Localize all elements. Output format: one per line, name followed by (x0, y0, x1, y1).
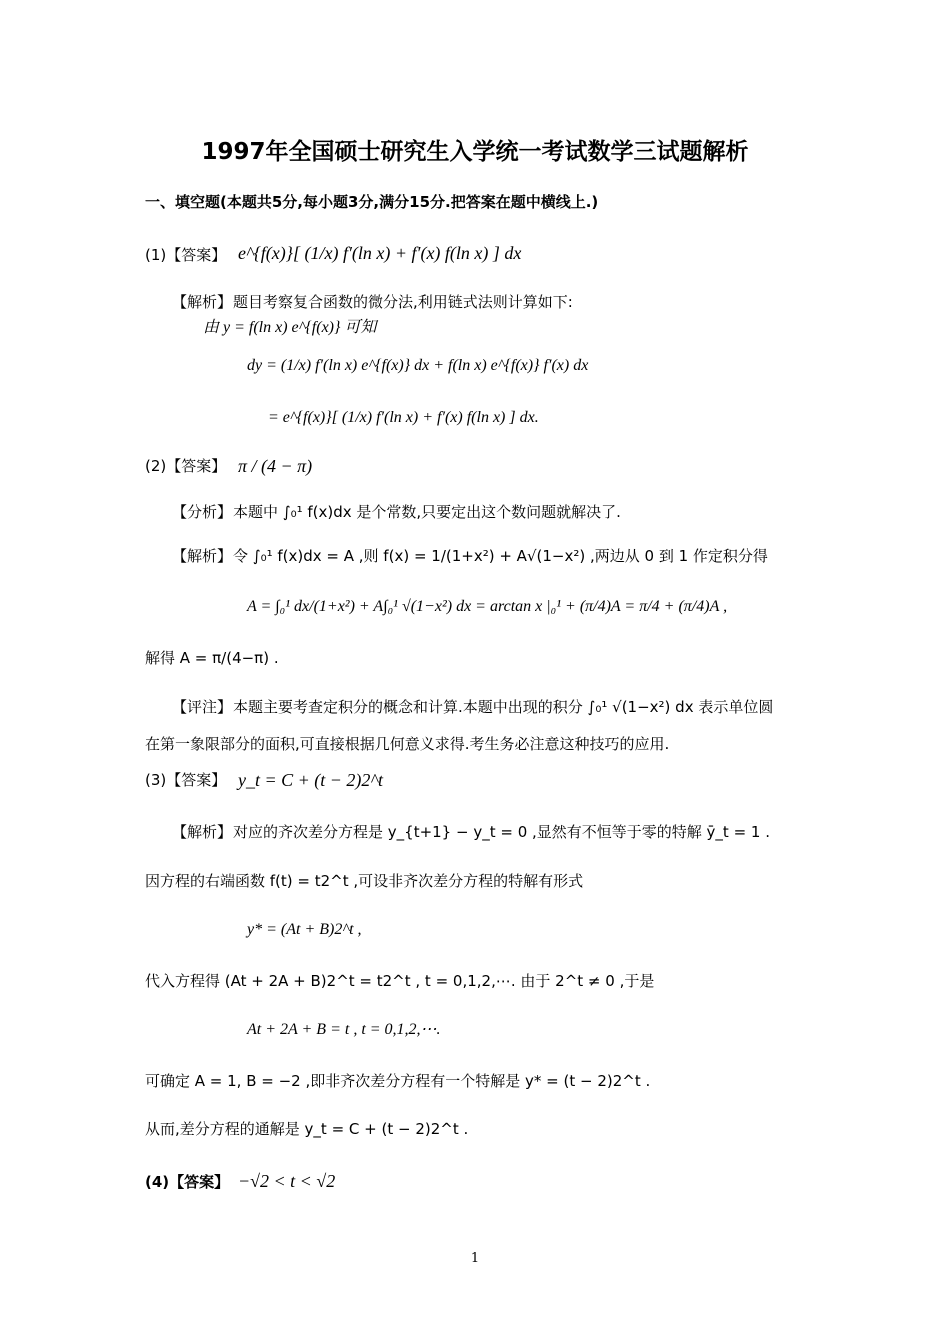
q1-line1: 由 y = f(ln x) e^{f(x)} 可知 (203, 319, 377, 336)
q3-line5: 可确定 A = 1, B = −2 ,即非齐次差分方程有一个特解是 y* = (t − 2)2^t . (145, 1072, 651, 1090)
q2-comment-label: 【评注】 (172, 698, 233, 716)
q2-comment-line1: 本题主要考查定积分的概念和计算.本题中出现的积分 ∫₀¹ √(1−x²) dx 表示单位圆 (233, 698, 774, 716)
q1-analysis-label: 【解析】 (172, 293, 233, 311)
q2-jiexi: 令 ∫₀¹ f(x)dx = A ,则 f(x) = 1/(1+x²) + A√(1−x²) ,两边从 0 到 1 作定积分得 (233, 547, 768, 565)
page-number: 1 (470, 1251, 480, 1266)
q1-analysis: 题目考察复合函数的微分法,利用链式法则计算如下: (233, 293, 573, 311)
q3-jiexi-label: 【解析】 (172, 823, 233, 841)
q2-comment-line2: 在第一象限部分的面积,可直接根据几何意义求得.考生务必注意这种技巧的应用. (145, 735, 670, 753)
page-title: 1997年全国硕士研究生入学统一考试数学三试题解析 (201, 139, 749, 165)
q3-answer: y_t = C + (t − 2)2^t (238, 770, 384, 790)
q2-jiexi-label: 【解析】 (172, 547, 233, 565)
q3-jiexi: 对应的齐次差分方程是 y_{t+1} − y_t = 0 ,显然有不恒等于零的特解 ȳ_t = 1 . (233, 823, 770, 841)
q1-line3: = e^{f(x)}[ (1/x) f′(ln x) + f′(x) f(ln x) ] dx. (268, 409, 539, 426)
q3-line2: y* = (At + B)2^t , (247, 921, 362, 938)
q1-line2: dy = (1/x) f′(ln x) e^{f(x)} dx + f(ln x) e^{f(x)} f′(x) dx (247, 357, 589, 374)
q1-answer: e^{f(x)}[ (1/x) f′(ln x) + f′(x) f(ln x) ] dx (238, 243, 522, 263)
q2-equation: A = ∫₀¹ dx/(1+x²) + A∫₀¹ √(1−x²) dx = arctan x |₀¹ + (π/4)A = π/4 + (π/4)A , (247, 598, 728, 615)
q2-fenxi: 本题中 ∫₀¹ f(x)dx 是个常数,只要定出这个数问题就解决了. (233, 503, 621, 521)
q2-answer: π / (4 − π) (238, 456, 313, 476)
q3-line1: 因方程的右端函数 f(t) = t2^t ,可设非齐次差分方程的特解有形式 (145, 872, 584, 890)
q2-result: 解得 A = π/(4−π) . (145, 649, 279, 667)
q3-line3: 代入方程得 (At + 2A + B)2^t = t2^t , t = 0,1,2,⋯. 由于 2^t ≠ 0 ,于是 (145, 972, 655, 990)
q1-label: (1)【答案】 (145, 246, 227, 264)
q2-label: (2)【答案】 (145, 457, 227, 475)
q3-label: (3)【答案】 (145, 771, 227, 789)
q4-answer: −√2 < t < √2 (238, 1171, 336, 1191)
section-header: 一、填空题(本题共5分,每小题3分,满分15分.把答案在题中横线上.) (145, 193, 599, 211)
q3-line4: At + 2A + B = t , t = 0,1,2,⋯. (247, 1021, 441, 1038)
q2-fenxi-label: 【分析】 (172, 503, 233, 521)
q3-line6: 从而,差分方程的通解是 y_t = C + (t − 2)2^t . (145, 1120, 469, 1138)
q4-label: (4)【答案】 (145, 1173, 230, 1191)
